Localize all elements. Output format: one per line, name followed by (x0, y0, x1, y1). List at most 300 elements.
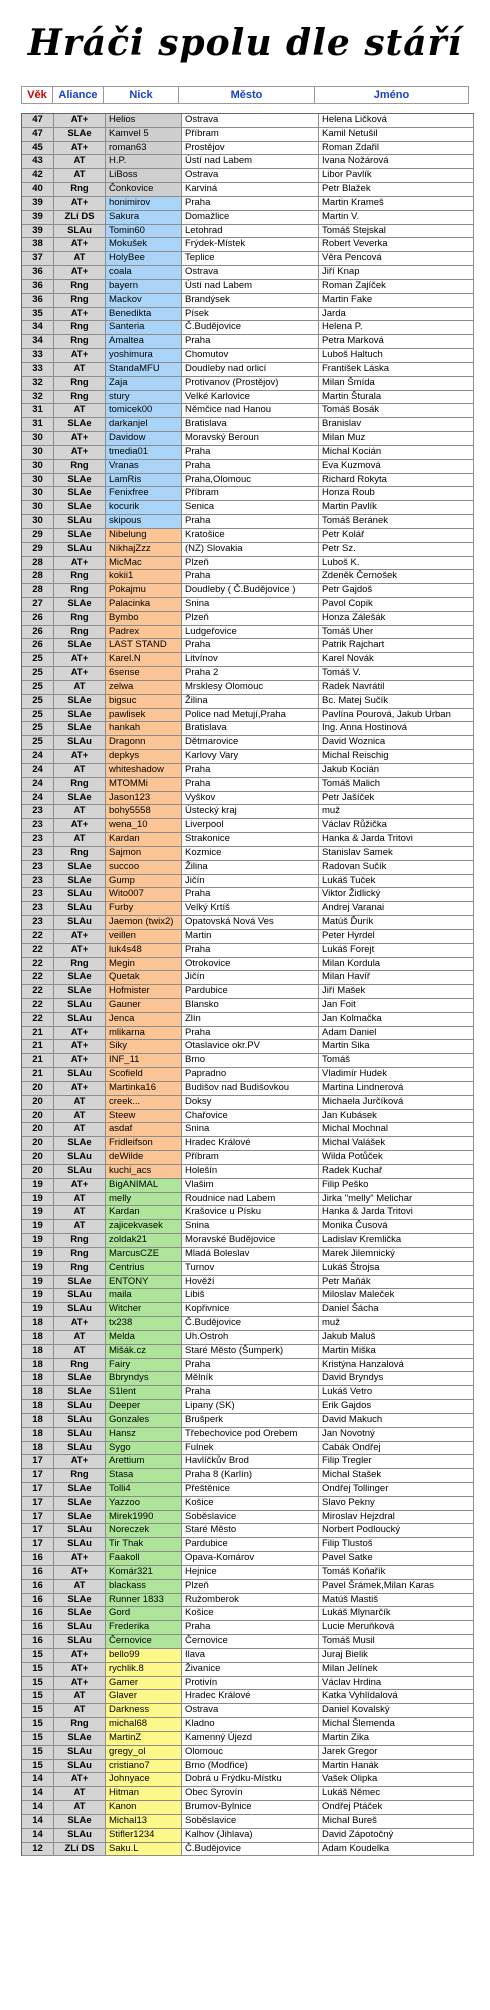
cell-nick: creek... (106, 1096, 182, 1110)
table-row (22, 238, 474, 252)
cell-city: Ostrava (182, 266, 319, 280)
table-row (22, 1635, 474, 1649)
cell-age: 20 (22, 1096, 54, 1110)
cell-alliance: SLAu (54, 1303, 106, 1317)
cell-name: Luboš Haltuch (319, 349, 474, 363)
table-row (22, 875, 474, 889)
cell-alliance: SLAe (54, 128, 106, 142)
cell-city: Vlašim (182, 1179, 319, 1193)
cell-name: Radovan Sučík (319, 861, 474, 875)
cell-age: 16 (22, 1635, 54, 1649)
cell-name: Jiří Knap (319, 266, 474, 280)
cell-nick: LamRis (106, 474, 182, 488)
cell-name: David Bryndys (319, 1372, 474, 1386)
table-row (22, 1760, 474, 1774)
cell-nick: Komár321 (106, 1566, 182, 1580)
cell-city: Roudnice nad Labem (182, 1193, 319, 1207)
table-row (22, 1746, 474, 1760)
cell-nick: stury (106, 391, 182, 405)
cell-age: 14 (22, 1773, 54, 1787)
table-row (22, 1289, 474, 1303)
cell-age: 19 (22, 1220, 54, 1234)
cell-nick: Michal13 (106, 1815, 182, 1829)
cell-age: 22 (22, 971, 54, 985)
table-row (22, 999, 474, 1013)
cell-name: Martin Krameš (319, 197, 474, 211)
cell-nick: kokii1 (106, 570, 182, 584)
cell-alliance: SLAu (54, 1068, 106, 1082)
cell-nick: ENTONY (106, 1276, 182, 1290)
cell-city: Ilava (182, 1649, 319, 1663)
cell-city: Brandýsek (182, 294, 319, 308)
table-row (22, 474, 474, 488)
cell-age: 25 (22, 736, 54, 750)
cell-city: Opatovská Nová Ves (182, 916, 319, 930)
cell-city: Hradec Králové (182, 1137, 319, 1151)
cell-city: Protivín (182, 1677, 319, 1691)
cell-city: Mrsklesy Olomouc (182, 681, 319, 695)
cell-name: Milan Jelínek (319, 1663, 474, 1677)
table-row (22, 695, 474, 709)
cell-nick: Sygo (106, 1442, 182, 1456)
cell-name: Hanka & Jarda Tritovi (319, 833, 474, 847)
cell-city: Praha (182, 570, 319, 584)
table-row (22, 1234, 474, 1248)
cell-name: Tomáš Stejskal (319, 225, 474, 239)
cell-city: Písek (182, 308, 319, 322)
table-row (22, 1303, 474, 1317)
cell-nick: BigANIMAL (106, 1179, 182, 1193)
table-row (22, 335, 474, 349)
cell-alliance: Rng (54, 460, 106, 474)
cell-age: 30 (22, 446, 54, 460)
cell-city: Jičín (182, 971, 319, 985)
table-row (22, 501, 474, 515)
cell-alliance: Rng (54, 626, 106, 640)
cell-age: 18 (22, 1400, 54, 1414)
cell-name: Monika Čusová (319, 1220, 474, 1234)
players-table (21, 113, 474, 1856)
cell-age: 26 (22, 639, 54, 653)
cell-alliance: AT+ (54, 308, 106, 322)
cell-nick: Sajmon (106, 847, 182, 861)
cell-city: Praha (182, 460, 319, 474)
cell-alliance: AT+ (54, 1040, 106, 1054)
cell-name: Radek Kuchař (319, 1165, 474, 1179)
cell-city: Snina (182, 1123, 319, 1137)
table-row (22, 1151, 474, 1165)
cell-age: 19 (22, 1179, 54, 1193)
cell-name: Martin Hanák (319, 1760, 474, 1774)
cell-alliance: SLAu (54, 1400, 106, 1414)
cell-name: Petr Gajdoš (319, 584, 474, 598)
cell-name: Milan Havíř (319, 971, 474, 985)
cell-city: Brumov-Bylnice (182, 1801, 319, 1815)
table-row (22, 1704, 474, 1718)
cell-age: 45 (22, 142, 54, 156)
cell-nick: Furby (106, 902, 182, 916)
cell-city: Liverpool (182, 819, 319, 833)
cell-alliance: AT+ (54, 944, 106, 958)
cell-name: Juraj Bielik (319, 1649, 474, 1663)
cell-city: Jičín (182, 875, 319, 889)
table-row (22, 653, 474, 667)
cell-name: Michaela Jurčíková (319, 1096, 474, 1110)
cell-nick: Bymbo (106, 612, 182, 626)
table-row (22, 1359, 474, 1373)
table-row (22, 1663, 474, 1677)
cell-name: Patrik Rajchart (319, 639, 474, 653)
cell-name: Vašek Olipka (319, 1773, 474, 1787)
cell-city: Prostějov (182, 142, 319, 156)
page-title: Hráči spolu dle stáří (27, 22, 463, 64)
cell-age: 24 (22, 792, 54, 806)
table-row (22, 404, 474, 418)
cell-city: Papradno (182, 1068, 319, 1082)
cell-name: Pavol Copik (319, 598, 474, 612)
table-row (22, 1027, 474, 1041)
table-row (22, 1013, 474, 1027)
cell-name: Petr Jašíček (319, 792, 474, 806)
table-row (22, 1110, 474, 1124)
cell-city: Praha (182, 446, 319, 460)
table-row (22, 1082, 474, 1096)
cell-name: Ondřej Tollinger (319, 1483, 474, 1497)
cell-age: 21 (22, 1040, 54, 1054)
cell-name: David Woznica (319, 736, 474, 750)
cell-age: 17 (22, 1455, 54, 1469)
cell-city: Bratislava (182, 418, 319, 432)
cell-city: Mladá Boleslav (182, 1248, 319, 1262)
cell-name: Zdeněk Černošek (319, 570, 474, 584)
cell-name: Marek Jilemnický (319, 1248, 474, 1262)
table-row (22, 1718, 474, 1732)
cell-city: Brno (Modřice) (182, 1760, 319, 1774)
table-row (22, 971, 474, 985)
table-row (22, 1815, 474, 1829)
cell-nick: Arettium (106, 1455, 182, 1469)
table-row (22, 805, 474, 819)
cell-nick: MartinZ (106, 1732, 182, 1746)
cell-nick: Frederika (106, 1621, 182, 1635)
cell-name: Věra Pencová (319, 252, 474, 266)
cell-city: Pardubice (182, 985, 319, 999)
cell-age: 28 (22, 584, 54, 598)
cell-age: 36 (22, 294, 54, 308)
cell-alliance: SLAe (54, 1137, 106, 1151)
cell-nick: HolyBee (106, 252, 182, 266)
cell-name: Jarek Gregor (319, 1746, 474, 1760)
cell-nick: roman63 (106, 142, 182, 156)
cell-city: Ústecký kraj (182, 805, 319, 819)
cell-name: Jan Novotný (319, 1428, 474, 1442)
cell-age: 19 (22, 1234, 54, 1248)
table-row (22, 736, 474, 750)
cell-nick: gregy_ol (106, 1746, 182, 1760)
cell-city: Snina (182, 1220, 319, 1234)
cell-city: Frýdek-Místek (182, 238, 319, 252)
cell-city: Soběslavice (182, 1511, 319, 1525)
cell-age: 19 (22, 1206, 54, 1220)
cell-name: Richard Rokyta (319, 474, 474, 488)
cell-alliance: AT+ (54, 1773, 106, 1787)
cell-alliance: AT+ (54, 653, 106, 667)
cell-alliance: SLAe (54, 1497, 106, 1511)
cell-alliance: AT (54, 1193, 106, 1207)
cell-nick: Fairy (106, 1359, 182, 1373)
table-row (22, 1511, 474, 1525)
cell-nick: Sakura (106, 211, 182, 225)
cell-city: Brno (182, 1054, 319, 1068)
cell-name: Roman Zdařil (319, 142, 474, 156)
header-nick[interactable]: Nick (103, 86, 179, 104)
cell-nick: Karel.N (106, 653, 182, 667)
cell-nick: Centrius (106, 1262, 182, 1276)
cell-name: Wilda Potůček (319, 1151, 474, 1165)
cell-alliance: AT+ (54, 1317, 106, 1331)
cell-age: 21 (22, 1068, 54, 1082)
cell-nick: cristiano7 (106, 1760, 182, 1774)
cell-name: Michal Reischig (319, 750, 474, 764)
cell-age: 28 (22, 557, 54, 571)
cell-age: 24 (22, 778, 54, 792)
cell-alliance: SLAu (54, 1746, 106, 1760)
cell-alliance: AT (54, 681, 106, 695)
cell-name: Katka Vyhlídalová (319, 1690, 474, 1704)
table-row (22, 391, 474, 405)
cell-name: Tomáš V. (319, 667, 474, 681)
cell-age: 26 (22, 626, 54, 640)
cell-nick: Steew (106, 1110, 182, 1124)
cell-alliance: AT (54, 252, 106, 266)
cell-name: Peter Hyrdel (319, 930, 474, 944)
cell-age: 14 (22, 1815, 54, 1829)
cell-age: 31 (22, 404, 54, 418)
cell-city: Snina (182, 598, 319, 612)
cell-alliance: Rng (54, 1248, 106, 1262)
cell-age: 18 (22, 1345, 54, 1359)
table-row (22, 792, 474, 806)
cell-name: Tomáš Malich (319, 778, 474, 792)
table-row (22, 1137, 474, 1151)
cell-alliance: SLAe (54, 1511, 106, 1525)
table-row (22, 1428, 474, 1442)
cell-age: 32 (22, 377, 54, 391)
table-row (22, 1248, 474, 1262)
cell-age: 15 (22, 1718, 54, 1732)
cell-alliance: AT (54, 1331, 106, 1345)
cell-age: 23 (22, 888, 54, 902)
table-row (22, 1179, 474, 1193)
cell-nick: Gamer (106, 1677, 182, 1691)
cell-alliance: AT+ (54, 432, 106, 446)
table-row (22, 847, 474, 861)
table-row (22, 1552, 474, 1566)
cell-age: 21 (22, 1054, 54, 1068)
cell-age: 15 (22, 1663, 54, 1677)
cell-city: Černovice (182, 1635, 319, 1649)
cell-alliance: AT (54, 155, 106, 169)
cell-name: Martin Sika (319, 1040, 474, 1054)
table-row (22, 1690, 474, 1704)
table-row (22, 1497, 474, 1511)
cell-alliance: AT+ (54, 819, 106, 833)
cell-age: 25 (22, 695, 54, 709)
table-row (22, 1068, 474, 1082)
cell-name: Matúš Mastiš (319, 1594, 474, 1608)
cell-city: Hradec Králové (182, 1690, 319, 1704)
cell-age: 23 (22, 861, 54, 875)
cell-age: 23 (22, 902, 54, 916)
cell-alliance: Rng (54, 1262, 106, 1276)
cell-city: Č.Budějovice (182, 1317, 319, 1331)
cell-age: 27 (22, 598, 54, 612)
table-row (22, 1469, 474, 1483)
cell-city: Letohrad (182, 225, 319, 239)
cell-age: 15 (22, 1704, 54, 1718)
header-name[interactable]: Jméno (314, 86, 469, 104)
table-row (22, 1455, 474, 1469)
cell-city: Velké Karlovice (182, 391, 319, 405)
cell-alliance: AT (54, 1123, 106, 1137)
cell-alliance: AT+ (54, 1027, 106, 1041)
cell-age: 29 (22, 543, 54, 557)
cell-alliance: AT+ (54, 114, 106, 128)
cell-nick: bohy5558 (106, 805, 182, 819)
cell-city: Turnov (182, 1262, 319, 1276)
cell-age: 22 (22, 999, 54, 1013)
cell-age: 17 (22, 1483, 54, 1497)
cell-alliance: SLAe (54, 1483, 106, 1497)
cell-age: 17 (22, 1511, 54, 1525)
table-row (22, 639, 474, 653)
cell-alliance: SLAe (54, 1815, 106, 1829)
cell-alliance: AT+ (54, 1179, 106, 1193)
cell-age: 14 (22, 1787, 54, 1801)
cell-age: 19 (22, 1248, 54, 1262)
table-row (22, 1524, 474, 1538)
cell-nick: deWilde (106, 1151, 182, 1165)
cell-city: Kozmice (182, 847, 319, 861)
cell-name: muž (319, 1317, 474, 1331)
header-age[interactable]: Věk (21, 86, 53, 104)
cell-age: 16 (22, 1621, 54, 1635)
cell-name: František Láska (319, 363, 474, 377)
cell-name: Viktor Židlický (319, 888, 474, 902)
cell-city: Kalhov (Jihlava) (182, 1829, 319, 1843)
cell-age: 18 (22, 1414, 54, 1428)
cell-name: Václav Hrdina (319, 1677, 474, 1691)
cell-alliance: AT (54, 805, 106, 819)
cell-age: 25 (22, 653, 54, 667)
cell-city: Praha,Olomouc (182, 474, 319, 488)
cell-city: Dobrá u Frýdku-Místku (182, 1773, 319, 1787)
cell-city: Pardubice (182, 1538, 319, 1552)
table-row (22, 142, 474, 156)
table-row (22, 1677, 474, 1691)
cell-alliance: Rng (54, 377, 106, 391)
cell-nick: Tir Thak (106, 1538, 182, 1552)
table-row (22, 128, 474, 142)
cell-nick: Jenca (106, 1013, 182, 1027)
table-row (22, 1580, 474, 1594)
cell-nick: Zaja (106, 377, 182, 391)
cell-name: Martin Pavlík (319, 501, 474, 515)
cell-nick: Fridleifson (106, 1137, 182, 1151)
cell-age: 16 (22, 1594, 54, 1608)
cell-alliance: SLAu (54, 1414, 106, 1428)
cell-city: Třebechovice pod Orebem (182, 1428, 319, 1442)
cell-alliance: SLAu (54, 1621, 106, 1635)
cell-age: 17 (22, 1524, 54, 1538)
cell-name: David Zápotočný (319, 1829, 474, 1843)
header-city[interactable]: Město (178, 86, 315, 104)
table-row (22, 833, 474, 847)
table-row (22, 888, 474, 902)
cell-age: 15 (22, 1690, 54, 1704)
cell-nick: bigsuc (106, 695, 182, 709)
cell-name: Petra Marková (319, 335, 474, 349)
table-row (22, 515, 474, 529)
cell-city: Ústí nad Labem (182, 155, 319, 169)
cell-alliance: AT+ (54, 238, 106, 252)
cell-alliance: SLAu (54, 1151, 106, 1165)
cell-city: Kamenný Újezd (182, 1732, 319, 1746)
cell-age: 12 (22, 1843, 54, 1857)
cell-nick: succoo (106, 861, 182, 875)
cell-name: Lukáš Tuček (319, 875, 474, 889)
cell-name: Tomáš Bosák (319, 404, 474, 418)
cell-name: Petr Sz. (319, 543, 474, 557)
cell-name: Martin Miška (319, 1345, 474, 1359)
cell-nick: Saku.L (106, 1843, 182, 1857)
cell-nick: Stasa (106, 1469, 182, 1483)
table-row (22, 1773, 474, 1787)
cell-city: Protivanov (Prostějov) (182, 377, 319, 391)
table-row (22, 211, 474, 225)
table-row (22, 985, 474, 999)
table-row (22, 1621, 474, 1635)
cell-alliance: Rng (54, 321, 106, 335)
cell-nick: tomicek00 (106, 404, 182, 418)
cell-name: Tomáš Koňařík (319, 1566, 474, 1580)
header-alliance[interactable]: Aliance (52, 86, 104, 104)
cell-age: 22 (22, 985, 54, 999)
cell-age: 22 (22, 1013, 54, 1027)
cell-city: Staré Město (Šumperk) (182, 1345, 319, 1359)
cell-city: Žilina (182, 861, 319, 875)
table-row (22, 861, 474, 875)
table-row (22, 1123, 474, 1137)
cell-age: 18 (22, 1331, 54, 1345)
table-row (22, 944, 474, 958)
cell-nick: skipous (106, 515, 182, 529)
table-row (22, 294, 474, 308)
cell-age: 42 (22, 169, 54, 183)
cell-nick: Padrex (106, 626, 182, 640)
cell-age: 30 (22, 432, 54, 446)
cell-alliance: AT (54, 404, 106, 418)
table-row (22, 598, 474, 612)
cell-nick: Davidow (106, 432, 182, 446)
table-row (22, 750, 474, 764)
cell-nick: Hofmister (106, 985, 182, 999)
cell-city: Příbram (182, 128, 319, 142)
cell-city: Martin (182, 930, 319, 944)
table-row (22, 584, 474, 598)
cell-name: Jakub Kocián (319, 764, 474, 778)
table-row (22, 155, 474, 169)
